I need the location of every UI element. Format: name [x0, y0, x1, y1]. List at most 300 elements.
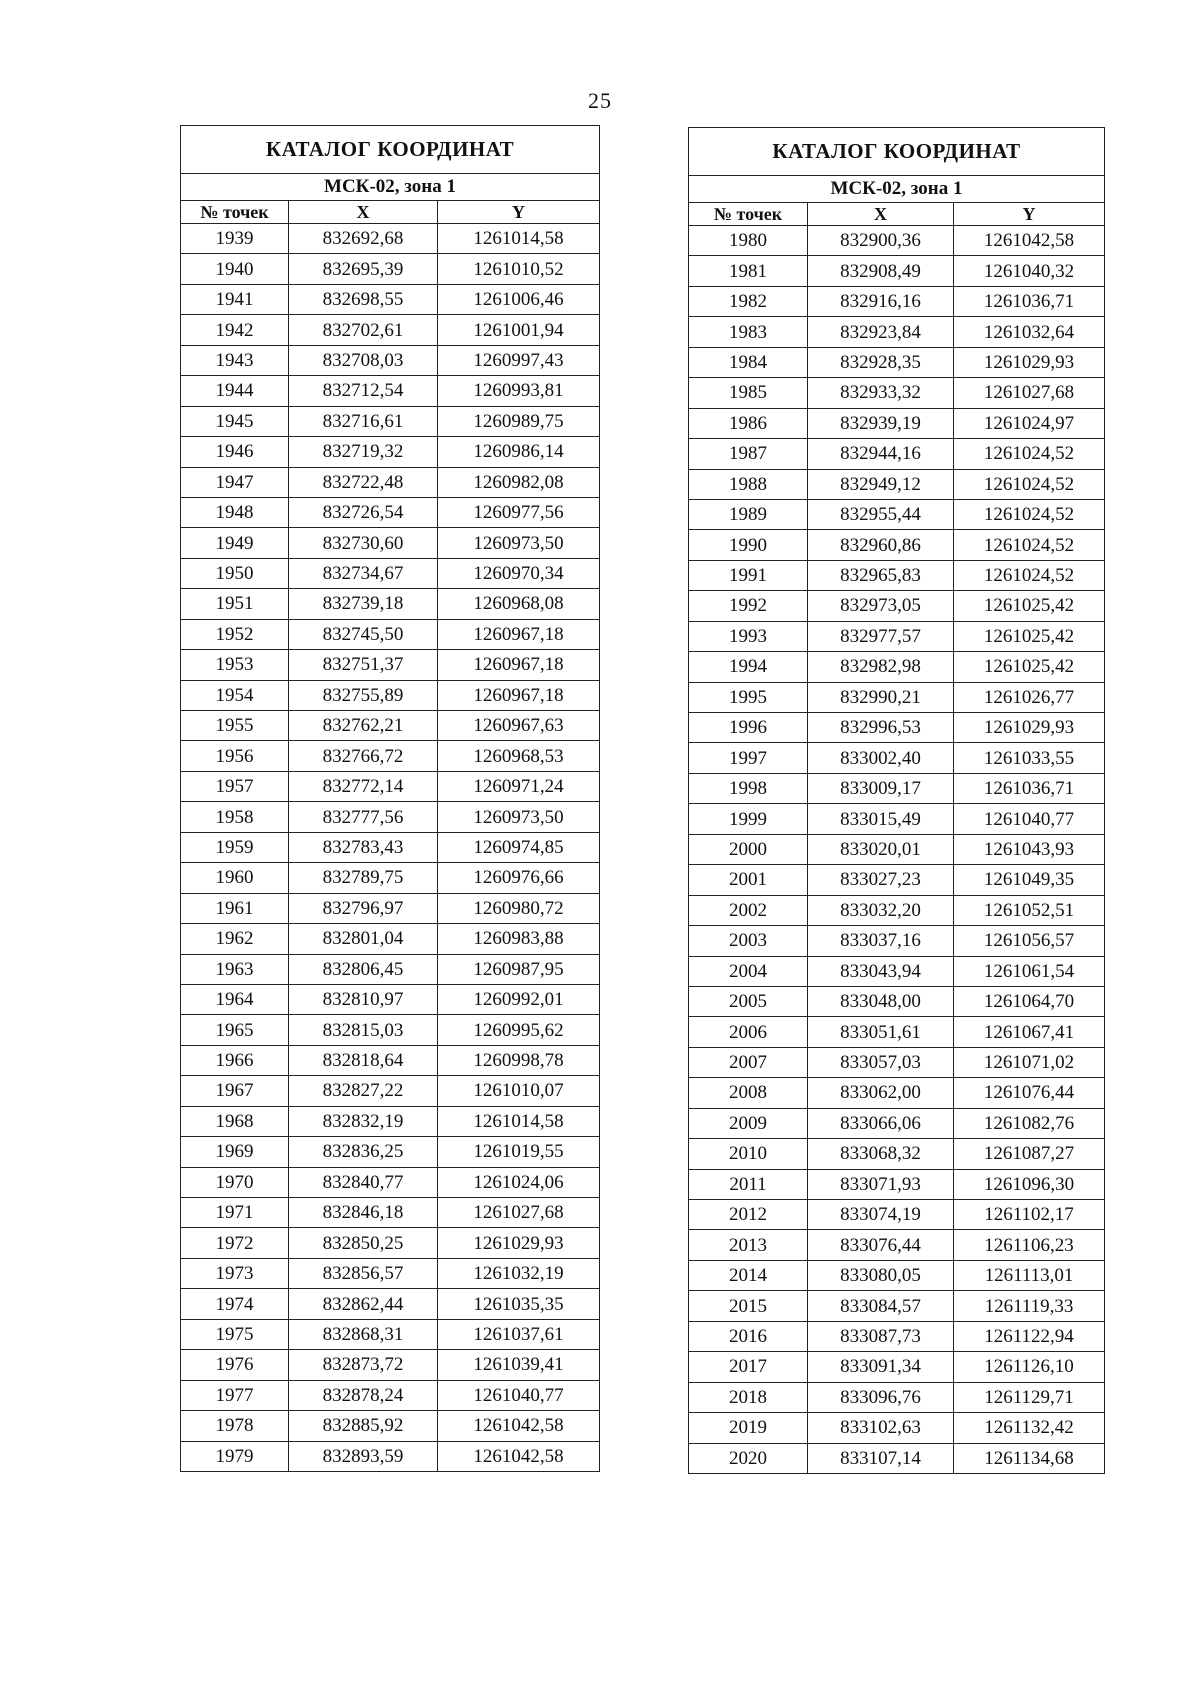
x-coordinate-cell: 832739,18 — [289, 589, 438, 619]
y-coordinate-cell: 1260973,50 — [438, 528, 600, 558]
y-coordinate-cell: 1261049,35 — [954, 865, 1105, 895]
x-coordinate-cell: 832806,45 — [289, 954, 438, 984]
y-coordinate-cell: 1261024,52 — [954, 560, 1105, 590]
y-coordinate-cell: 1261113,01 — [954, 1260, 1105, 1290]
x-coordinate-cell: 832862,44 — [289, 1289, 438, 1319]
x-coordinate-cell: 832965,83 — [808, 560, 954, 590]
point-number-cell: 1952 — [181, 619, 289, 649]
table-row — [689, 743, 1105, 773]
y-coordinate-cell: 1261076,44 — [954, 1078, 1105, 1108]
column-header-point-number: № точек — [181, 201, 289, 224]
x-coordinate-cell: 832716,61 — [289, 406, 438, 436]
table-row — [181, 619, 600, 649]
column-header-x: X — [808, 203, 954, 226]
x-coordinate-cell: 833076,44 — [808, 1230, 954, 1260]
x-coordinate-cell: 832944,16 — [808, 439, 954, 469]
table-row — [181, 467, 600, 497]
x-coordinate-cell: 832846,18 — [289, 1198, 438, 1228]
x-coordinate-cell: 833084,57 — [808, 1291, 954, 1321]
y-coordinate-cell: 1261024,52 — [954, 469, 1105, 499]
x-coordinate-cell: 833057,03 — [808, 1047, 954, 1077]
y-coordinate-cell: 1261096,30 — [954, 1169, 1105, 1199]
y-coordinate-cell: 1261029,93 — [954, 713, 1105, 743]
x-coordinate-cell: 832755,89 — [289, 680, 438, 710]
y-coordinate-cell: 1261036,71 — [954, 773, 1105, 803]
y-coordinate-cell: 1260968,53 — [438, 741, 600, 771]
table-row — [689, 956, 1105, 986]
y-coordinate-cell: 1261122,94 — [954, 1321, 1105, 1351]
table-row — [689, 834, 1105, 864]
table-row — [689, 1413, 1105, 1443]
table-row — [181, 376, 600, 406]
x-coordinate-cell: 832818,64 — [289, 1045, 438, 1075]
table-row — [689, 286, 1105, 316]
y-coordinate-cell: 1261061,54 — [954, 956, 1105, 986]
column-header-point-number: № точек — [689, 203, 808, 226]
y-coordinate-cell: 1260976,66 — [438, 863, 600, 893]
x-coordinate-cell: 832939,19 — [808, 408, 954, 438]
y-coordinate-cell: 1261037,61 — [438, 1319, 600, 1349]
table-row — [181, 802, 600, 832]
point-number-cell: 1996 — [689, 713, 808, 743]
point-number-cell: 1951 — [181, 589, 289, 619]
y-coordinate-cell: 1261032,64 — [954, 317, 1105, 347]
x-coordinate-cell: 833096,76 — [808, 1382, 954, 1412]
point-number-cell: 1955 — [181, 711, 289, 741]
x-coordinate-cell: 832908,49 — [808, 256, 954, 286]
y-coordinate-cell: 1260989,75 — [438, 406, 600, 436]
x-coordinate-cell: 832893,59 — [289, 1441, 438, 1471]
table-subtitle: МСК-02, зона 1 — [181, 174, 600, 201]
x-coordinate-cell: 833107,14 — [808, 1443, 954, 1473]
y-coordinate-cell: 1261129,71 — [954, 1382, 1105, 1412]
x-coordinate-cell: 832928,35 — [808, 347, 954, 377]
y-coordinate-cell: 1261102,17 — [954, 1200, 1105, 1230]
x-coordinate-cell: 832996,53 — [808, 713, 954, 743]
table-row — [181, 650, 600, 680]
point-number-cell: 2019 — [689, 1413, 808, 1443]
x-coordinate-cell: 833087,73 — [808, 1321, 954, 1351]
point-number-cell: 2010 — [689, 1139, 808, 1169]
y-coordinate-cell: 1261039,41 — [438, 1350, 600, 1380]
point-number-cell: 2018 — [689, 1382, 808, 1412]
table-row — [689, 1108, 1105, 1138]
point-number-cell: 1949 — [181, 528, 289, 558]
point-number-cell: 1991 — [689, 560, 808, 590]
x-coordinate-cell: 833043,94 — [808, 956, 954, 986]
point-number-cell: 2017 — [689, 1352, 808, 1382]
y-coordinate-cell: 1261052,51 — [954, 895, 1105, 925]
table-title: КАТАЛОГ КООРДИНАТ — [689, 128, 1105, 176]
table-row — [181, 497, 600, 527]
point-number-cell: 1982 — [689, 286, 808, 316]
point-number-cell: 1990 — [689, 530, 808, 560]
y-coordinate-cell: 1261132,42 — [954, 1413, 1105, 1443]
table-row — [689, 652, 1105, 682]
y-coordinate-cell: 1261025,42 — [954, 652, 1105, 682]
y-coordinate-cell: 1261106,23 — [954, 1230, 1105, 1260]
y-coordinate-cell: 1261035,35 — [438, 1289, 600, 1319]
point-number-cell: 1975 — [181, 1319, 289, 1349]
x-coordinate-cell: 833062,00 — [808, 1078, 954, 1108]
y-coordinate-cell: 1260998,78 — [438, 1045, 600, 1075]
point-number-cell: 1970 — [181, 1167, 289, 1197]
point-number-cell: 1976 — [181, 1350, 289, 1380]
point-number-cell: 1968 — [181, 1106, 289, 1136]
point-number-cell: 1994 — [689, 652, 808, 682]
table-row — [181, 1167, 600, 1197]
table-body — [181, 224, 600, 1472]
x-coordinate-cell: 833032,20 — [808, 895, 954, 925]
point-number-cell: 2002 — [689, 895, 808, 925]
point-number-cell: 1977 — [181, 1380, 289, 1410]
y-coordinate-cell: 1261032,19 — [438, 1258, 600, 1288]
x-coordinate-cell: 832977,57 — [808, 621, 954, 651]
y-coordinate-cell: 1260997,43 — [438, 345, 600, 375]
y-coordinate-cell: 1260974,85 — [438, 832, 600, 862]
x-coordinate-cell: 833015,49 — [808, 804, 954, 834]
y-coordinate-cell: 1260995,62 — [438, 1015, 600, 1045]
x-coordinate-cell: 832923,84 — [808, 317, 954, 347]
point-number-cell: 1973 — [181, 1258, 289, 1288]
point-number-cell: 1945 — [181, 406, 289, 436]
table-row — [689, 1382, 1105, 1412]
point-number-cell: 1997 — [689, 743, 808, 773]
point-number-cell: 1966 — [181, 1045, 289, 1075]
y-coordinate-cell: 1260968,08 — [438, 589, 600, 619]
table-row — [689, 1047, 1105, 1077]
table-row — [181, 1015, 600, 1045]
x-coordinate-cell: 832722,48 — [289, 467, 438, 497]
y-coordinate-cell: 1260983,88 — [438, 924, 600, 954]
point-number-cell: 1978 — [181, 1411, 289, 1441]
table-row — [689, 773, 1105, 803]
point-number-cell: 2015 — [689, 1291, 808, 1321]
table-row — [181, 924, 600, 954]
x-coordinate-cell: 832873,72 — [289, 1350, 438, 1380]
point-number-cell: 1957 — [181, 771, 289, 801]
table-row — [689, 256, 1105, 286]
x-coordinate-cell: 832783,43 — [289, 832, 438, 862]
y-coordinate-cell: 1261126,10 — [954, 1352, 1105, 1382]
point-number-cell: 1948 — [181, 497, 289, 527]
y-coordinate-cell: 1261024,52 — [954, 530, 1105, 560]
x-coordinate-cell: 832916,16 — [808, 286, 954, 316]
table-row — [689, 1139, 1105, 1169]
table-row — [181, 1076, 600, 1106]
x-coordinate-cell: 832745,50 — [289, 619, 438, 649]
table-row — [689, 530, 1105, 560]
table-row — [689, 1260, 1105, 1290]
x-coordinate-cell: 832836,25 — [289, 1137, 438, 1167]
table-row — [181, 1350, 600, 1380]
point-number-cell: 1972 — [181, 1228, 289, 1258]
point-number-cell: 1941 — [181, 284, 289, 314]
x-coordinate-cell: 832878,24 — [289, 1380, 438, 1410]
table-row — [181, 315, 600, 345]
y-coordinate-cell: 1260977,56 — [438, 497, 600, 527]
x-coordinate-cell: 832955,44 — [808, 499, 954, 529]
table-row — [689, 986, 1105, 1016]
y-coordinate-cell: 1261067,41 — [954, 1017, 1105, 1047]
x-coordinate-cell: 833009,17 — [808, 773, 954, 803]
table-row — [689, 317, 1105, 347]
y-coordinate-cell: 1261042,58 — [438, 1411, 600, 1441]
coordinate-catalog-table-right — [688, 127, 1105, 1474]
point-number-cell: 1999 — [689, 804, 808, 834]
y-coordinate-cell: 1261027,68 — [954, 378, 1105, 408]
table-row — [689, 378, 1105, 408]
x-coordinate-cell: 832990,21 — [808, 682, 954, 712]
point-number-cell: 1965 — [181, 1015, 289, 1045]
y-coordinate-cell: 1261024,52 — [954, 499, 1105, 529]
point-number-cell: 1998 — [689, 773, 808, 803]
table-row — [689, 682, 1105, 712]
point-number-cell: 1985 — [689, 378, 808, 408]
table-row — [689, 1291, 1105, 1321]
x-coordinate-cell: 832692,68 — [289, 224, 438, 254]
x-coordinate-cell: 833102,63 — [808, 1413, 954, 1443]
y-coordinate-cell: 1261043,93 — [954, 834, 1105, 864]
y-coordinate-cell: 1261001,94 — [438, 315, 600, 345]
y-coordinate-cell: 1261014,58 — [438, 224, 600, 254]
page-number: 25 — [588, 88, 612, 113]
x-coordinate-cell: 832856,57 — [289, 1258, 438, 1288]
point-number-cell: 2009 — [689, 1108, 808, 1138]
point-number-cell: 2020 — [689, 1443, 808, 1473]
y-coordinate-cell: 1261134,68 — [954, 1443, 1105, 1473]
table-row — [181, 437, 600, 467]
table-row — [689, 804, 1105, 834]
x-coordinate-cell: 832726,54 — [289, 497, 438, 527]
point-number-cell: 1956 — [181, 741, 289, 771]
y-coordinate-cell: 1261033,55 — [954, 743, 1105, 773]
y-coordinate-cell: 1261019,55 — [438, 1137, 600, 1167]
x-coordinate-cell: 832712,54 — [289, 376, 438, 406]
table-row — [181, 558, 600, 588]
table-row — [181, 1289, 600, 1319]
y-coordinate-cell: 1261027,68 — [438, 1198, 600, 1228]
y-coordinate-cell: 1260982,08 — [438, 467, 600, 497]
table-row — [689, 347, 1105, 377]
point-number-cell: 1942 — [181, 315, 289, 345]
table-row — [181, 863, 600, 893]
table-row — [181, 680, 600, 710]
point-number-cell: 1971 — [181, 1198, 289, 1228]
y-coordinate-cell: 1261042,58 — [954, 226, 1105, 256]
y-coordinate-cell: 1260967,63 — [438, 711, 600, 741]
table-row — [689, 1321, 1105, 1351]
point-number-cell: 2012 — [689, 1200, 808, 1230]
table-row — [181, 1319, 600, 1349]
point-number-cell: 1995 — [689, 682, 808, 712]
table-row — [181, 1198, 600, 1228]
table-row — [181, 528, 600, 558]
y-coordinate-cell: 1260967,18 — [438, 619, 600, 649]
x-coordinate-cell: 832719,32 — [289, 437, 438, 467]
x-coordinate-cell: 833020,01 — [808, 834, 954, 864]
table-row — [181, 1258, 600, 1288]
y-coordinate-cell: 1260993,81 — [438, 376, 600, 406]
x-coordinate-cell: 832734,67 — [289, 558, 438, 588]
x-coordinate-cell: 832789,75 — [289, 863, 438, 893]
y-coordinate-cell: 1260992,01 — [438, 984, 600, 1014]
table-row — [689, 560, 1105, 590]
table-row — [181, 954, 600, 984]
table-row — [689, 469, 1105, 499]
x-coordinate-cell: 832900,36 — [808, 226, 954, 256]
table-row — [689, 439, 1105, 469]
table-row — [181, 1137, 600, 1167]
x-coordinate-cell: 832695,39 — [289, 254, 438, 284]
y-coordinate-cell: 1261029,93 — [954, 347, 1105, 377]
table-row — [181, 589, 600, 619]
x-coordinate-cell: 833027,23 — [808, 865, 954, 895]
y-coordinate-cell: 1261010,52 — [438, 254, 600, 284]
point-number-cell: 1944 — [181, 376, 289, 406]
table-row — [181, 1380, 600, 1410]
y-coordinate-cell: 1261064,70 — [954, 986, 1105, 1016]
point-number-cell: 1992 — [689, 591, 808, 621]
y-coordinate-cell: 1261056,57 — [954, 926, 1105, 956]
point-number-cell: 1963 — [181, 954, 289, 984]
table-row — [689, 1169, 1105, 1199]
table-row — [689, 1017, 1105, 1047]
table-row — [181, 406, 600, 436]
x-coordinate-cell: 832708,03 — [289, 345, 438, 375]
table-row — [689, 926, 1105, 956]
point-number-cell: 1986 — [689, 408, 808, 438]
table-row — [689, 621, 1105, 651]
table-row — [689, 865, 1105, 895]
table-title: КАТАЛОГ КООРДИНАТ — [181, 126, 600, 174]
table-row — [689, 226, 1105, 256]
x-coordinate-cell: 833068,32 — [808, 1139, 954, 1169]
point-number-cell: 1943 — [181, 345, 289, 375]
x-coordinate-cell: 832868,31 — [289, 1319, 438, 1349]
point-number-cell: 2006 — [689, 1017, 808, 1047]
x-coordinate-cell: 832982,98 — [808, 652, 954, 682]
point-number-cell: 1993 — [689, 621, 808, 651]
x-coordinate-cell: 832772,14 — [289, 771, 438, 801]
x-coordinate-cell: 832810,97 — [289, 984, 438, 1014]
point-number-cell: 1960 — [181, 863, 289, 893]
x-coordinate-cell: 832815,03 — [289, 1015, 438, 1045]
point-number-cell: 1974 — [181, 1289, 289, 1319]
y-coordinate-cell: 1260987,95 — [438, 954, 600, 984]
table-row — [689, 1230, 1105, 1260]
x-coordinate-cell: 833066,06 — [808, 1108, 954, 1138]
point-number-cell: 1962 — [181, 924, 289, 954]
point-number-cell: 1958 — [181, 802, 289, 832]
point-number-cell: 2004 — [689, 956, 808, 986]
table-row — [181, 1106, 600, 1136]
y-coordinate-cell: 1261040,32 — [954, 256, 1105, 286]
table-row — [181, 711, 600, 741]
y-coordinate-cell: 1261040,77 — [438, 1380, 600, 1410]
point-number-cell: 2013 — [689, 1230, 808, 1260]
x-coordinate-cell: 832766,72 — [289, 741, 438, 771]
table-row — [689, 1200, 1105, 1230]
y-coordinate-cell: 1261010,07 — [438, 1076, 600, 1106]
y-coordinate-cell: 1261006,46 — [438, 284, 600, 314]
point-number-cell: 1961 — [181, 893, 289, 923]
point-number-cell: 1988 — [689, 469, 808, 499]
x-coordinate-cell: 833051,61 — [808, 1017, 954, 1047]
x-coordinate-cell: 833002,40 — [808, 743, 954, 773]
y-coordinate-cell: 1260967,18 — [438, 650, 600, 680]
table-row — [181, 1228, 600, 1258]
point-number-cell: 2011 — [689, 1169, 808, 1199]
table-row — [689, 591, 1105, 621]
y-coordinate-cell: 1261087,27 — [954, 1139, 1105, 1169]
y-coordinate-cell: 1261042,58 — [438, 1441, 600, 1471]
y-coordinate-cell: 1261040,77 — [954, 804, 1105, 834]
y-coordinate-cell: 1261026,77 — [954, 682, 1105, 712]
x-coordinate-cell: 832751,37 — [289, 650, 438, 680]
point-number-cell: 2005 — [689, 986, 808, 1016]
y-coordinate-cell: 1261025,42 — [954, 621, 1105, 651]
table-subtitle: МСК-02, зона 1 — [689, 176, 1105, 203]
table-row — [689, 713, 1105, 743]
table-row — [181, 1045, 600, 1075]
table-row — [181, 254, 600, 284]
y-coordinate-cell: 1260967,18 — [438, 680, 600, 710]
point-number-cell: 2008 — [689, 1078, 808, 1108]
x-coordinate-cell: 832960,86 — [808, 530, 954, 560]
table-row — [181, 284, 600, 314]
y-coordinate-cell: 1260970,34 — [438, 558, 600, 588]
x-coordinate-cell: 832796,97 — [289, 893, 438, 923]
point-number-cell: 1967 — [181, 1076, 289, 1106]
point-number-cell: 1950 — [181, 558, 289, 588]
y-coordinate-cell: 1261024,06 — [438, 1167, 600, 1197]
column-header-y: Y — [438, 201, 600, 224]
x-coordinate-cell: 832885,92 — [289, 1411, 438, 1441]
x-coordinate-cell: 832832,19 — [289, 1106, 438, 1136]
point-number-cell: 1940 — [181, 254, 289, 284]
x-coordinate-cell: 833091,34 — [808, 1352, 954, 1382]
table-row — [689, 895, 1105, 925]
x-coordinate-cell: 832973,05 — [808, 591, 954, 621]
point-number-cell: 1981 — [689, 256, 808, 286]
point-number-cell: 1984 — [689, 347, 808, 377]
x-coordinate-cell: 833037,16 — [808, 926, 954, 956]
point-number-cell: 1964 — [181, 984, 289, 1014]
point-number-cell: 1987 — [689, 439, 808, 469]
point-number-cell: 2000 — [689, 834, 808, 864]
table-row — [181, 741, 600, 771]
point-number-cell: 1947 — [181, 467, 289, 497]
point-number-cell: 1983 — [689, 317, 808, 347]
table-body — [689, 226, 1105, 1474]
table-row — [181, 345, 600, 375]
x-coordinate-cell: 832777,56 — [289, 802, 438, 832]
table-row — [181, 1441, 600, 1471]
table-row — [689, 408, 1105, 438]
point-number-cell: 1954 — [181, 680, 289, 710]
table-row — [689, 1352, 1105, 1382]
y-coordinate-cell: 1261024,97 — [954, 408, 1105, 438]
y-coordinate-cell: 1261119,33 — [954, 1291, 1105, 1321]
x-coordinate-cell: 832801,04 — [289, 924, 438, 954]
point-number-cell: 2003 — [689, 926, 808, 956]
table-row — [181, 224, 600, 254]
x-coordinate-cell: 832933,32 — [808, 378, 954, 408]
point-number-cell: 2014 — [689, 1260, 808, 1290]
table-row — [689, 1443, 1105, 1473]
point-number-cell: 2007 — [689, 1047, 808, 1077]
